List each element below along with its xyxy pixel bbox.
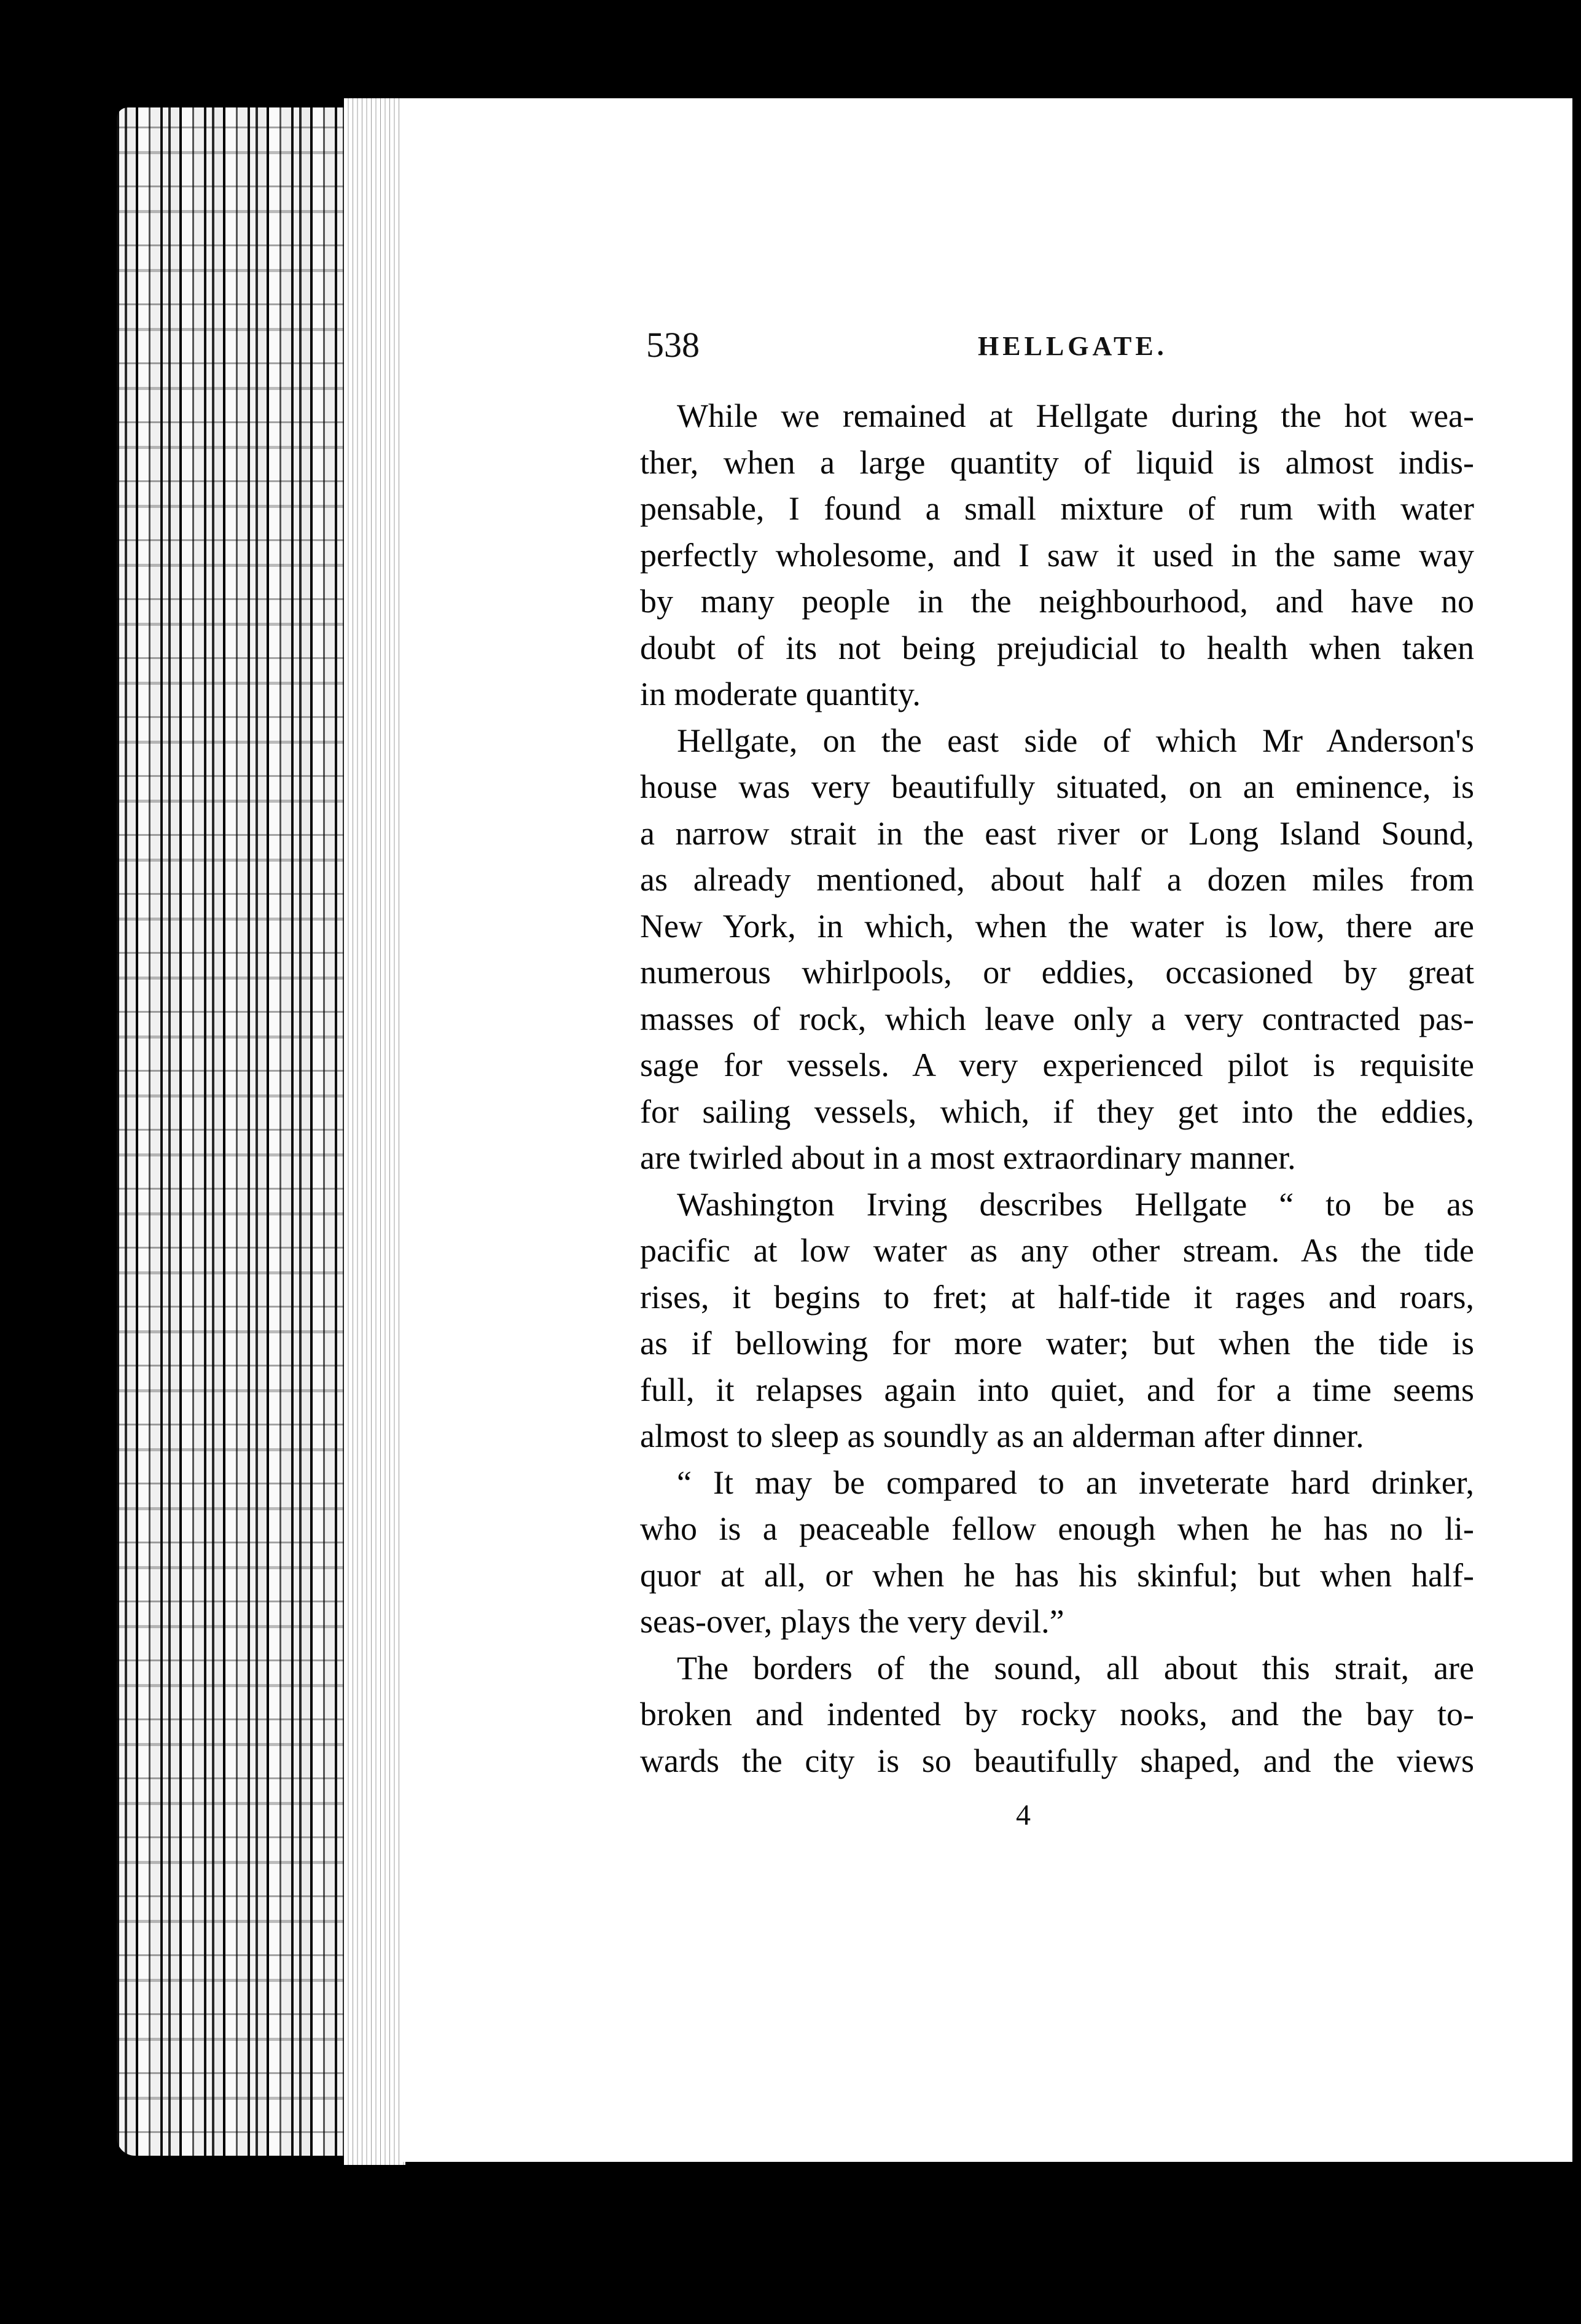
text-line: numerous whirlpools, or eddies, occasioned by great	[640, 954, 1474, 991]
page-number: 538	[646, 325, 700, 365]
text-line: wards the city is so beautifully shaped, and the views	[640, 1742, 1474, 1779]
text-line: quor at all, or when he has his skinful; but when half-	[640, 1556, 1474, 1594]
text-line: While we remained at Hellgate during the hot wea-	[677, 397, 1474, 434]
text-line: are twirled about in a most extraordinary manner.	[640, 1139, 1296, 1176]
text-line: Washington Irving describes Hellgate “ to be as	[677, 1185, 1474, 1223]
page-edges	[344, 98, 405, 2165]
running-head	[646, 324, 1475, 380]
text-line: New York, in which, when the water is low, there are	[640, 907, 1474, 945]
text-line: Hellgate, on the east side of which Mr Anderson's	[677, 722, 1474, 759]
text-line: seas-over, plays the very devil.”	[640, 1603, 1064, 1640]
text-line: masses of rock, which leave only a very contracted pas-	[640, 1000, 1474, 1037]
text-line: sage for vessels. A very experienced pilot is requisite	[640, 1047, 1474, 1083]
text-line: a narrow strait in the east river or Long Island Sound,	[640, 814, 1474, 852]
text-line: for sailing vessels, which, if they get into the eddies,	[640, 1093, 1474, 1130]
text-line: full, it relapses again into quiet, and for a time seems	[640, 1371, 1474, 1408]
text-line: rises, it begins to fret; at half-tide it rages and roars,	[640, 1278, 1474, 1316]
text-line: doubt of its not being prejudicial to health when taken	[640, 629, 1474, 666]
text-line: by many people in the neighbourhood, and have no	[640, 583, 1474, 620]
text-line: “ It may be compared to an inveterate hard drinker,	[677, 1464, 1474, 1501]
text-line: house was very beautifully situated, on an eminence, is	[640, 768, 1474, 805]
text-line: almost to sleep as soundly as an alderman after dinner.	[640, 1417, 1364, 1454]
text-line: as already mentioned, about half a dozen miles from	[640, 861, 1474, 898]
text-line: The borders of the sound, all about this strait, are	[677, 1649, 1474, 1686]
text-line: who is a peaceable fellow enough when he has no li-	[640, 1510, 1474, 1547]
text-line: pacific at low water as any other stream. As the tide	[640, 1232, 1474, 1269]
text-line: as if bellowing for more water; but when the tide is	[640, 1325, 1474, 1362]
signature-mark: 4	[1016, 1799, 1031, 1831]
text-line: broken and indented by rocky nooks, and the bay to-	[640, 1696, 1474, 1733]
text-line: in moderate quantity.	[640, 676, 921, 712]
body-text	[640, 393, 1474, 1784]
text-line: perfectly wholesome, and I saw it used in the same way	[640, 536, 1474, 574]
running-title: HELLGATE.	[978, 331, 1168, 361]
text-line: ther, when a large quantity of liquid is almost indis-	[640, 443, 1474, 481]
text-line: pensable, I found a small mixture of rum with water	[640, 490, 1474, 527]
